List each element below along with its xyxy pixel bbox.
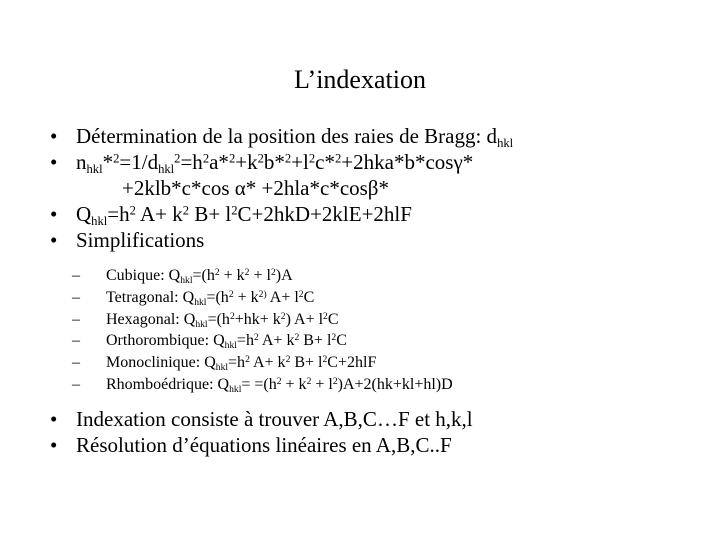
dash-marker: – [72, 332, 80, 350]
bullet-simplifications: • Simplifications [50, 228, 205, 252]
bullet-bragg-position: • Détermination de la position des raies de Bragg: $d_{hkl}$ [50, 124, 514, 150]
sub-item-monoclinic: – Monoclinique: $Q_{hkl}=h^2$ $A+ k^2$ $B+ l^2C+2hlF$ [72, 354, 377, 374]
bullet-marker: • [50, 406, 58, 431]
dash-marker: – [72, 375, 80, 393]
bullet-marker: • [50, 432, 58, 457]
dash-marker: – [72, 267, 80, 284]
bullet-reciprocal-equation: • $n_{hkl}*^2=1/d_{hkl}^2=h^2a*^2+k^2b*^2+l^2c*^2+2hka*b*\cos\gamma*$ +2klb*c*cos α* +2hla*c*cosβ* [50, 149, 710, 201]
bullet-marker: • [50, 228, 58, 252]
dash-marker: – [72, 354, 80, 372]
sub-item-orthorhombic: – Orthorombique: $Q_{hkl}=h^2$ $A+ k^2$ $B+ l^2C$ [72, 332, 347, 352]
sub-item-cubic: – Cubique: $Q_{hkl}=(h^2 + k^2 + l^2)A$ [72, 267, 293, 286]
bullet-indexation-goal: • Indexation consiste à trouver A,B,C…F et h,k,l [50, 406, 473, 431]
slide-title: L’indexation [294, 65, 426, 94]
sub-item-rhombohedral: – Rhomboédrique: $Q_{hkl}= =(h^2 + k^2 + l^2)A+2(hk+kl+hl)D$ [72, 375, 453, 395]
bullet-marker: • [50, 150, 58, 174]
bullet-marker: • [50, 124, 58, 148]
dash-marker: – [72, 310, 80, 328]
sub-item-hexagonal: – Hexagonal: $Q_{hkl}=(h^2+hk+ k^2)$ $A+ l^2C$ [72, 310, 339, 330]
sub-item-tetragonal: – Tetragonal: $Q_{hkl}=(h^2 + k^{2)}$ $A+ l^2C$ [72, 288, 315, 308]
bullet-list [50, 123, 710, 458]
simplifications-sublist [50, 265, 710, 396]
dash-marker: – [72, 288, 80, 306]
bullet-continuation: +2klb*c*cos α* +2hla*c*cosβ* [122, 176, 389, 200]
bullet-linear-resolution: • Résolution d’équations linéaires en A,B,C..F [50, 432, 452, 457]
bullet-q-equation: • $Q_{hkl}=h^2$ $A+ k^2$ $B+ l^2C+2hkD+2klE+2hlF$ [50, 202, 412, 228]
bullet-marker: • [50, 202, 58, 226]
